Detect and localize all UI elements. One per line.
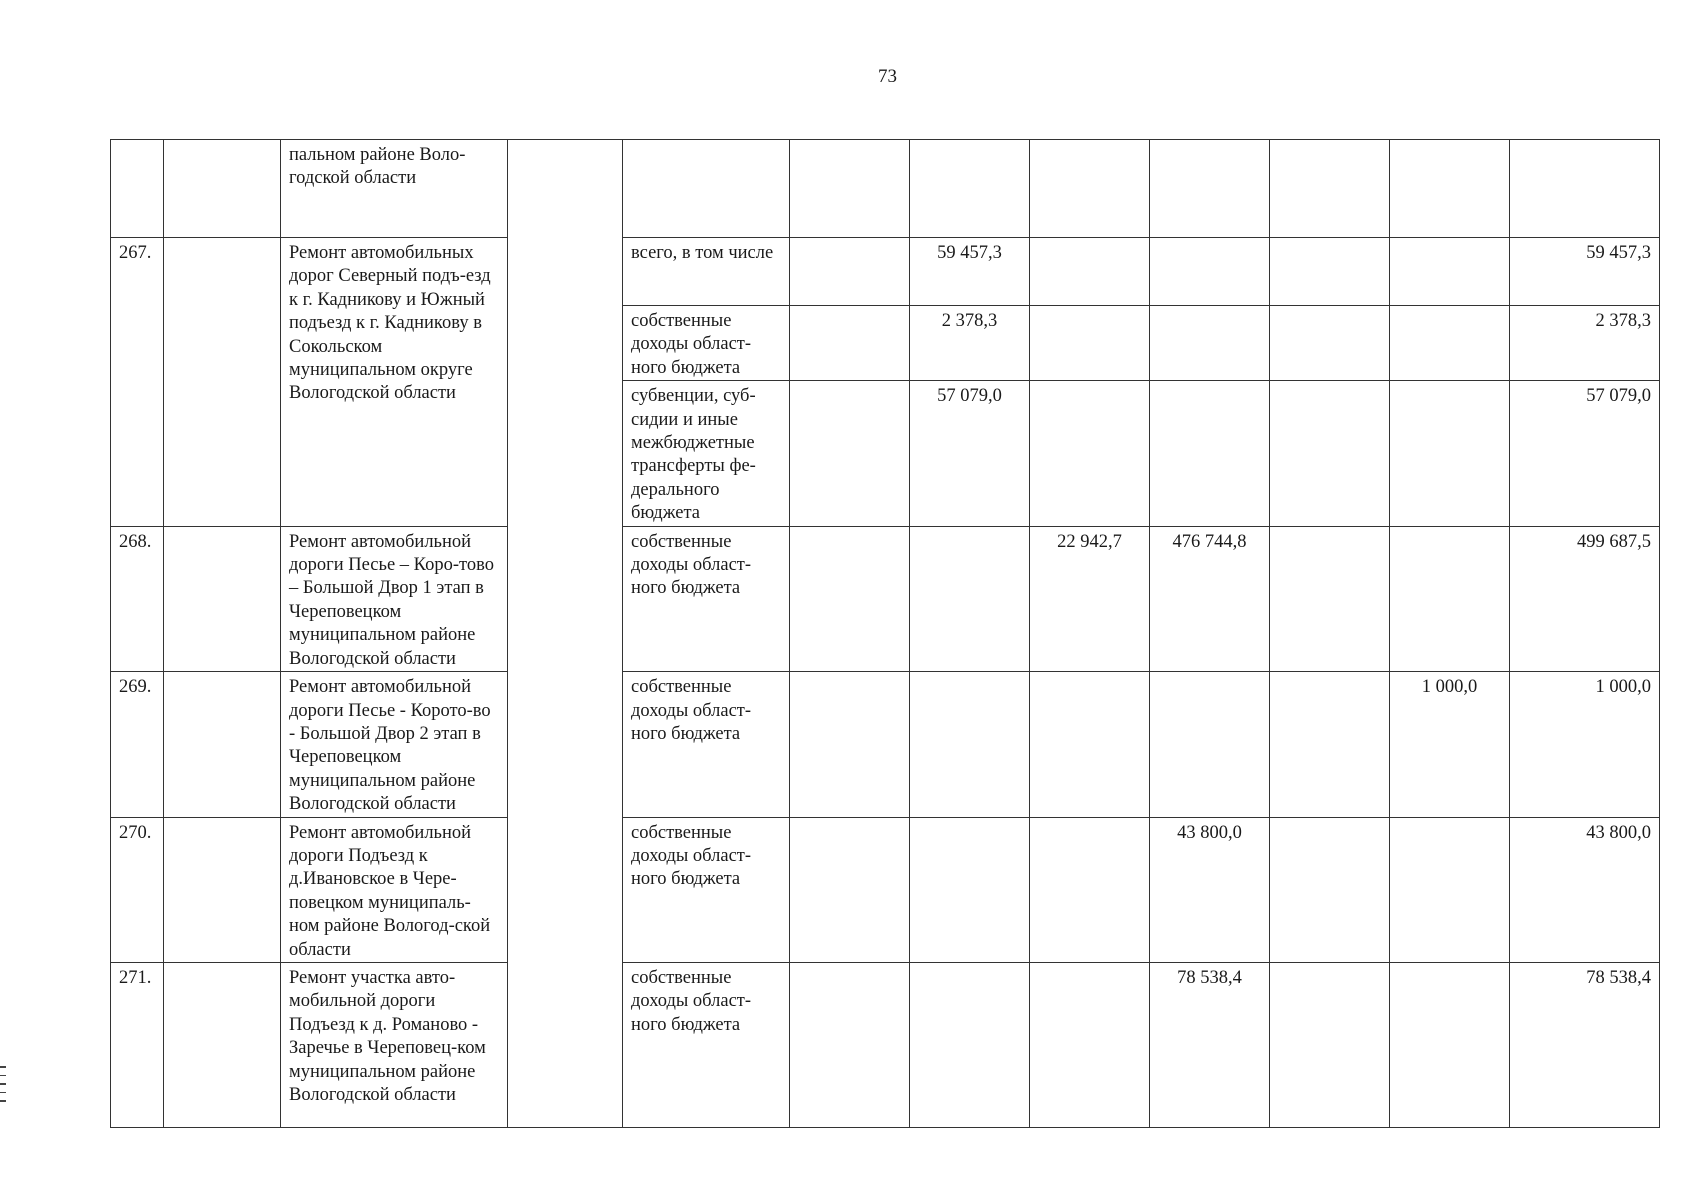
item-name-cell: Ремонт автомобильной дороги Песье – Коро-тово – Большой Двор 1 этап в Череповецком муниципальном районе Вологодской области	[281, 526, 508, 671]
funding-source-cell: собственные доходы област-ного бюджета	[623, 306, 790, 381]
total-cell	[1510, 140, 1660, 238]
table-row	[111, 962, 1660, 1127]
value-cell: 1 000,0	[1390, 672, 1510, 817]
value-cell	[790, 381, 910, 526]
value-cell	[1270, 140, 1390, 238]
funding-source-cell: всего, в том числе	[623, 238, 790, 306]
empty-cell	[164, 962, 281, 1127]
value-cell	[1390, 817, 1510, 962]
value-cell	[1150, 238, 1270, 306]
empty-cell	[164, 140, 281, 238]
total-cell: 1 000,0	[1510, 672, 1660, 817]
table-row	[111, 672, 1660, 817]
value-cell	[1390, 381, 1510, 526]
value-cell	[1030, 238, 1150, 306]
value-cell	[910, 962, 1030, 1127]
value-cell	[1150, 672, 1270, 817]
item-name-cell: Ремонт автомобильных дорог Северный подъ-езд к г. Кадникову и Южный подъезд к г. Кадникову в Сокольском муниципальном округе Вологодской области	[281, 238, 508, 527]
value-cell	[1390, 526, 1510, 671]
page-number: 73	[878, 66, 897, 87]
total-cell: 43 800,0	[1510, 817, 1660, 962]
item-name-cell: Ремонт автомобильной дороги Песье - Корото-во - Большой Двор 2 этап в Череповецком муниципальном районе Вологодской области	[281, 672, 508, 817]
funding-source-cell: собственные доходы област-ного бюджета	[623, 526, 790, 671]
scan-edge-mark	[0, 1066, 6, 1106]
table-row	[111, 140, 1660, 238]
total-cell: 499 687,5	[1510, 526, 1660, 671]
empty-cell	[164, 672, 281, 817]
row-index-cell: 267.	[111, 238, 164, 527]
value-cell	[790, 962, 910, 1127]
value-cell	[910, 140, 1030, 238]
value-cell: 22 942,7	[1030, 526, 1150, 671]
funding-source-cell: субвенции, суб-сидии и иные межбюджетные трансферты фе-дерального бюджета	[623, 381, 790, 526]
value-cell	[790, 817, 910, 962]
empty-cell	[164, 526, 281, 671]
empty-cell	[164, 817, 281, 962]
table-body	[111, 140, 1660, 1128]
value-cell: 78 538,4	[1150, 962, 1270, 1127]
value-cell	[1150, 381, 1270, 526]
row-index-cell: 269.	[111, 672, 164, 817]
value-cell	[1390, 238, 1510, 306]
value-cell: 59 457,3	[910, 238, 1030, 306]
table-row	[111, 238, 1660, 306]
value-cell	[1030, 672, 1150, 817]
value-cell	[1270, 526, 1390, 671]
table-row	[111, 526, 1660, 671]
value-cell	[790, 306, 910, 381]
item-name-cell: Ремонт автомобильной дороги Подъезд к д.Ивановское в Чере-повецком муниципаль-ном районе Вологод-ской области	[281, 817, 508, 962]
item-name-cell: Ремонт участка авто-мобильной дороги Подъезд к д. Романово - Заречье в Череповец-ком муниципальном районе Вологодской области	[281, 962, 508, 1127]
budget-table	[110, 139, 1660, 1128]
row-index-cell: 270.	[111, 817, 164, 962]
row-index-cell	[111, 140, 164, 238]
item-name-cell: пальном районе Воло-годской области	[281, 140, 508, 238]
row-index-cell: 271.	[111, 962, 164, 1127]
total-cell: 2 378,3	[1510, 306, 1660, 381]
value-cell	[1030, 140, 1150, 238]
value-cell	[1030, 306, 1150, 381]
funding-source-cell: собственные доходы област-ного бюджета	[623, 817, 790, 962]
value-cell	[1030, 817, 1150, 962]
empty-cell	[164, 238, 281, 527]
merged-blank-cell	[508, 140, 623, 1128]
value-cell	[790, 238, 910, 306]
total-cell: 78 538,4	[1510, 962, 1660, 1127]
funding-source-cell: собственные доходы област-ного бюджета	[623, 672, 790, 817]
value-cell	[790, 526, 910, 671]
value-cell	[1030, 962, 1150, 1127]
value-cell	[1150, 140, 1270, 238]
value-cell	[1270, 817, 1390, 962]
value-cell	[1390, 306, 1510, 381]
value-cell	[790, 672, 910, 817]
value-cell: 57 079,0	[910, 381, 1030, 526]
value-cell	[1270, 672, 1390, 817]
value-cell	[790, 140, 910, 238]
value-cell	[1390, 962, 1510, 1127]
value-cell: 476 744,8	[1150, 526, 1270, 671]
value-cell	[910, 672, 1030, 817]
value-cell	[1270, 306, 1390, 381]
value-cell	[910, 817, 1030, 962]
funding-source-cell: собственные доходы област-ного бюджета	[623, 962, 790, 1127]
value-cell	[1390, 140, 1510, 238]
total-cell: 57 079,0	[1510, 381, 1660, 526]
value-cell	[1270, 962, 1390, 1127]
value-cell	[1270, 238, 1390, 306]
value-cell: 43 800,0	[1150, 817, 1270, 962]
table-row	[111, 817, 1660, 962]
value-cell	[1270, 381, 1390, 526]
value-cell	[1030, 381, 1150, 526]
value-cell	[1150, 306, 1270, 381]
funding-source-cell	[623, 140, 790, 238]
row-index-cell: 268.	[111, 526, 164, 671]
value-cell	[910, 526, 1030, 671]
total-cell: 59 457,3	[1510, 238, 1660, 306]
value-cell: 2 378,3	[910, 306, 1030, 381]
